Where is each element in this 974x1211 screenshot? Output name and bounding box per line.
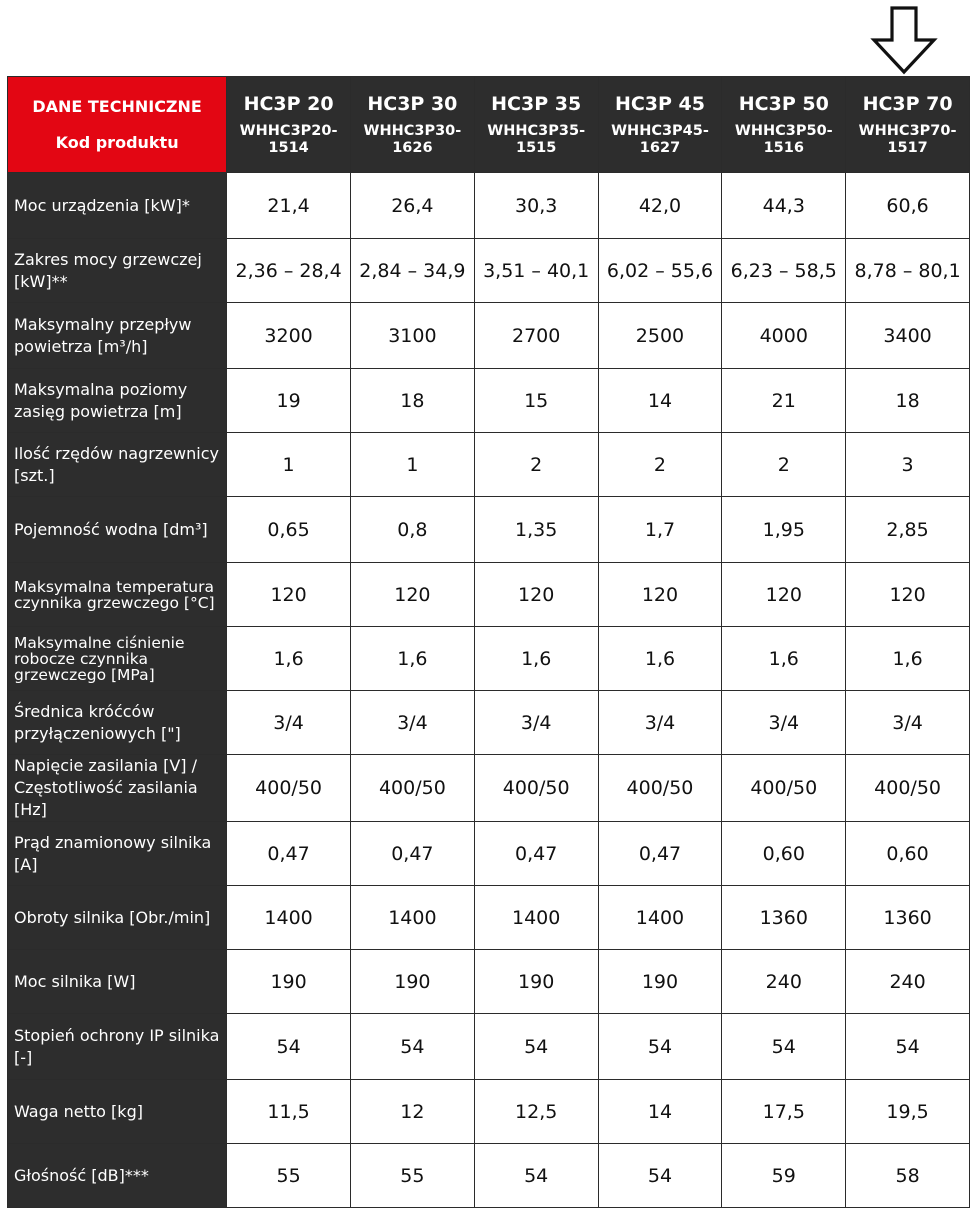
model-name: HC3P 35 [491,92,582,115]
value-cell: 2500 [598,303,722,369]
row-label: Maksymalne ciśnienie robocze czynnika grzewczego [MPa] [8,627,227,691]
table-row [8,1014,970,1080]
table-row [8,369,970,433]
value-cell: 54 [350,1014,474,1080]
model-code: WHHC3P20-1514 [239,122,338,156]
down-arrow-icon [870,6,938,76]
row-label: Obroty silnika [Obr./min] [8,886,227,950]
value-cell: 4000 [722,303,846,369]
technical-data-table [7,76,970,1208]
value-cell: 1,6 [598,627,722,691]
value-cell: 0,47 [598,822,722,886]
value-cell: 18 [846,369,970,433]
model-header-cell [722,77,846,173]
value-cell: 54 [598,1144,722,1208]
value-cell: 190 [598,950,722,1014]
table-row [8,755,970,822]
table-header-row [8,77,970,173]
value-cell: 15 [474,369,598,433]
value-cell: 1,6 [474,627,598,691]
model-header-cell [598,77,722,173]
value-cell: 3200 [227,303,351,369]
value-cell: 19,5 [846,1080,970,1144]
model-header-cell [474,77,598,173]
value-cell: 3/4 [598,691,722,755]
value-cell: 3/4 [722,691,846,755]
value-cell: 19 [227,369,351,433]
row-label: Średnica króćców przyłączeniowych ["] [8,691,227,755]
value-cell: 120 [722,563,846,627]
value-cell: 400/50 [350,755,474,822]
value-cell: 2 [722,433,846,497]
value-cell: 2 [474,433,598,497]
value-cell: 400/50 [722,755,846,822]
table-row [8,173,970,239]
table-row [8,691,970,755]
value-cell: 54 [474,1014,598,1080]
value-cell: 3/4 [350,691,474,755]
model-name: HC3P 50 [738,92,829,115]
model-name: HC3P 20 [243,92,334,115]
value-cell: 0,60 [722,822,846,886]
value-cell: 240 [846,950,970,1014]
table-row [8,1080,970,1144]
value-cell: 240 [722,950,846,1014]
table-body [8,173,970,1208]
model-code: WHHC3P70-1517 [858,122,957,156]
value-cell: 190 [350,950,474,1014]
value-cell: 60,6 [846,173,970,239]
value-cell: 120 [598,563,722,627]
row-label: Waga netto [kg] [8,1080,227,1144]
value-cell: 54 [722,1014,846,1080]
value-cell: 18 [350,369,474,433]
value-cell: 190 [227,950,351,1014]
value-cell: 0,47 [350,822,474,886]
value-cell: 1,6 [846,627,970,691]
model-code: WHHC3P35-1515 [487,122,586,156]
table-title: DANE TECHNICZNE [32,96,202,116]
value-cell: 1360 [722,886,846,950]
value-cell: 3/4 [227,691,351,755]
value-cell: 0,47 [227,822,351,886]
value-cell: 54 [474,1144,598,1208]
value-cell: 2700 [474,303,598,369]
value-cell: 1 [227,433,351,497]
value-cell: 14 [598,369,722,433]
value-cell: 400/50 [227,755,351,822]
value-cell: 30,3 [474,173,598,239]
value-cell: 3/4 [474,691,598,755]
value-cell: 21 [722,369,846,433]
value-cell: 26,4 [350,173,474,239]
value-cell: 55 [227,1144,351,1208]
row-label: Ilość rzędów nagrzewnicy [szt.] [8,433,227,497]
value-cell: 400/50 [474,755,598,822]
table-row [8,822,970,886]
row-label: Moc silnika [W] [8,950,227,1014]
model-header-cell [350,77,474,173]
value-cell: 2 [598,433,722,497]
value-cell: 0,8 [350,497,474,563]
table-row [8,303,970,369]
value-cell: 1360 [846,886,970,950]
row-label: Zakres mocy grzewczej [kW]** [8,239,227,303]
value-cell: 1400 [598,886,722,950]
value-cell: 0,47 [474,822,598,886]
value-cell: 2,36 – 28,4 [227,239,351,303]
value-cell: 1,6 [227,627,351,691]
value-cell: 14 [598,1080,722,1144]
value-cell: 120 [227,563,351,627]
value-cell: 1400 [474,886,598,950]
value-cell: 59 [722,1144,846,1208]
value-cell: 1,6 [722,627,846,691]
value-cell: 8,78 – 80,1 [846,239,970,303]
value-cell: 400/50 [846,755,970,822]
value-cell: 0,65 [227,497,351,563]
value-cell: 120 [846,563,970,627]
table-row [8,497,970,563]
value-cell: 58 [846,1144,970,1208]
product-code-label: Kod produktu [55,132,179,152]
value-cell: 3/4 [846,691,970,755]
model-code: WHHC3P30-1626 [363,122,462,156]
value-cell: 6,23 – 58,5 [722,239,846,303]
value-cell: 12 [350,1080,474,1144]
value-cell: 42,0 [598,173,722,239]
model-header-cell [846,77,970,173]
row-label: Napięcie zasilania [V] / Częstotliwość zasilania [Hz] [8,755,227,822]
value-cell: 2,84 – 34,9 [350,239,474,303]
row-label: Stopień ochrony IP silnika [-] [8,1014,227,1080]
table-row [8,1144,970,1208]
value-cell: 120 [474,563,598,627]
model-name: HC3P 45 [614,92,705,115]
row-label: Pojemność wodna [dm³] [8,497,227,563]
value-cell: 1,35 [474,497,598,563]
value-cell: 6,02 – 55,6 [598,239,722,303]
row-label: Maksymalna poziomy zasięg powietrza [m] [8,369,227,433]
model-name: HC3P 70 [862,92,953,115]
value-cell: 1400 [227,886,351,950]
row-label: Maksymalna temperatura czynnika grzewczego [°C] [8,563,227,627]
value-cell: 190 [474,950,598,1014]
value-cell: 21,4 [227,173,351,239]
value-cell: 0,60 [846,822,970,886]
table-row [8,563,970,627]
value-cell: 3100 [350,303,474,369]
value-cell: 120 [350,563,474,627]
value-cell: 2,85 [846,497,970,563]
value-cell: 54 [846,1014,970,1080]
value-cell: 54 [227,1014,351,1080]
model-header-cell [227,77,351,173]
value-cell: 54 [598,1014,722,1080]
table-row [8,239,970,303]
model-code: WHHC3P50-1516 [734,122,833,156]
value-cell: 3 [846,433,970,497]
row-label: Maksymalny przepływ powietrza [m³/h] [8,303,227,369]
value-cell: 1,6 [350,627,474,691]
value-cell: 55 [350,1144,474,1208]
value-cell: 1,7 [598,497,722,563]
value-cell: 12,5 [474,1080,598,1144]
value-cell: 1400 [350,886,474,950]
table-row [8,950,970,1014]
value-cell: 1 [350,433,474,497]
value-cell: 17,5 [722,1080,846,1144]
row-label: Głośność [dB]*** [8,1144,227,1208]
row-label: Moc urządzenia [kW]* [8,173,227,239]
value-cell: 400/50 [598,755,722,822]
table-row [8,627,970,691]
value-cell: 3400 [846,303,970,369]
table-row [8,886,970,950]
value-cell: 11,5 [227,1080,351,1144]
header-corner-cell [8,77,227,173]
table-row [8,433,970,497]
value-cell: 3,51 – 40,1 [474,239,598,303]
value-cell: 44,3 [722,173,846,239]
model-name: HC3P 30 [367,92,458,115]
model-code: WHHC3P45-1627 [611,122,709,156]
value-cell: 1,95 [722,497,846,563]
row-label: Prąd znamionowy silnika [A] [8,822,227,886]
